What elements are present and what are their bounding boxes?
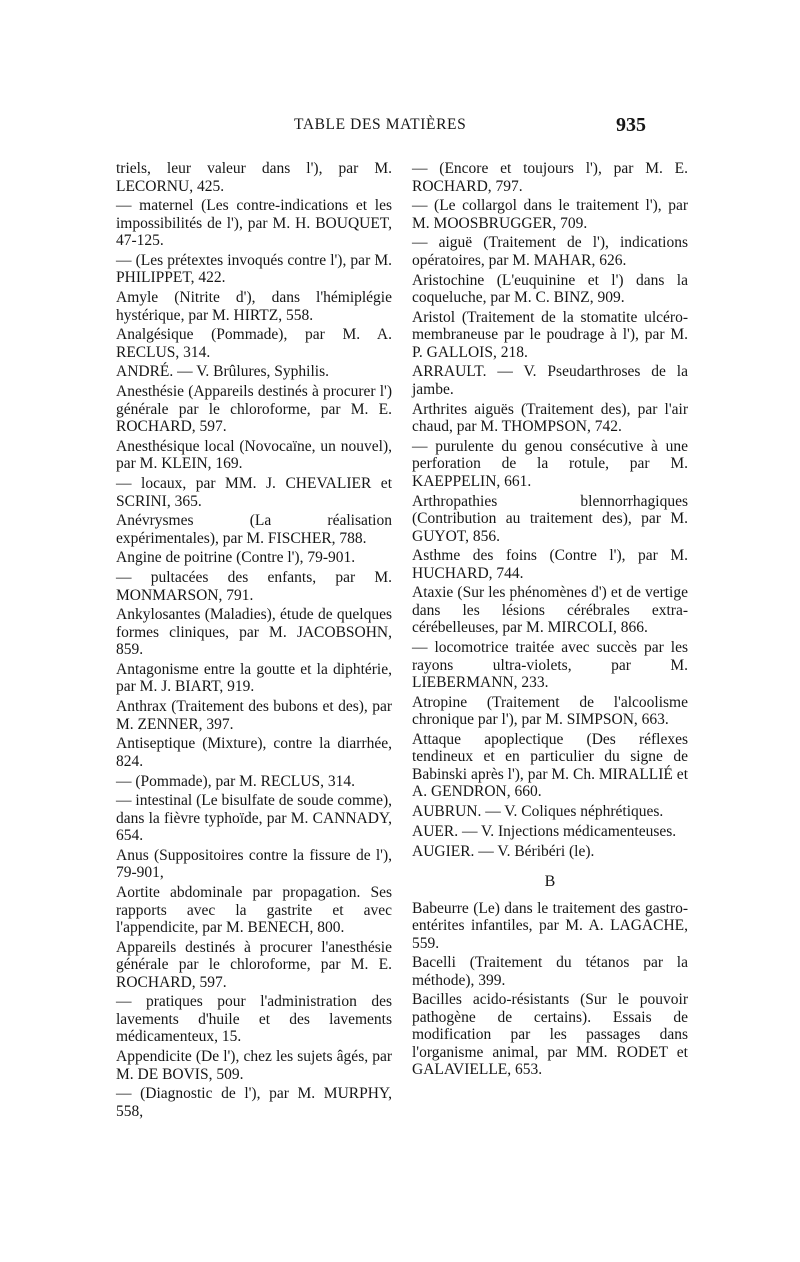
index-entry: — (Les prétextes invoqués contre l'), par M. PHILIPPET, 422. [116,251,392,287]
index-entry: Arthropathies blennorrhagiques (Contribution au traitement des), par M. GUYOT, 856. [412,492,688,545]
index-entry: Babeurre (Le) dans le traitement des gastro-entérites infantiles, par M. A. LAGACHE, 559. [412,899,688,952]
index-entry: — pratiques pour l'administration des lavements d'huile et des lavements médicamenteux, 15. [116,993,392,1046]
index-entry: triels, leur valeur dans l'), par M. LECORNU, 425. [116,160,392,195]
index-entry: Anus (Suppositoires contre la fissure de l'), 79-901, [116,846,392,882]
index-entry: — (Le collargol dans le traitement l'), par M. MOOSBRUGGER, 709. [412,197,688,232]
index-entry: — aiguë (Traitement de l'), indications opératoires, par M. MAHAR, 626. [412,234,688,269]
index-entry: Appareils destinés à procurer l'anesthésie générale par le chloroforme, par M. E. ROCHARD, 597. [116,938,392,991]
index-entry: — maternel (Les contre-indications et les impossibilités de l'), par M. H. BOUQUET, 47-125. [116,197,392,250]
index-entry: AUER. — V. Injections médicamenteuses. [412,822,677,840]
running-title: TABLE DES MATIÈRES [294,116,467,133]
page-number: 935 [616,114,646,136]
index-entry: Aortite abdominale par propagation. Ses rapports avec la gastrite et avec l'appendicite, par M. BENECH, 800. [116,884,392,937]
index-entry: ARRAULT. — V. Pseudarthroses de la jambe. [412,363,688,398]
index-entry: — (Pommade), par M. RECLUS, 314. [116,772,355,790]
index-entry: Asthme des foins (Contre l'), par M. HUCHARD, 744. [412,547,688,582]
index-entry: — locomotrice traitée avec succès par les rayons ultra-violets, par M. LIEBERMANN, 233. [412,639,688,692]
index-entry: ANDRÉ. — V. Brûlures, Syphilis. [116,363,330,381]
section-letter: B [544,873,556,890]
index-entry: AUGIER. — V. Béribéri (le). [412,842,595,860]
index-entry: Anthrax (Traitement des bubons et des), par M. ZENNER, 397. [116,698,392,733]
index-entry: AUBRUN. — V. Coliques néphrétiques. [412,803,664,821]
index-entry: Atropine (Traitement de l'alcoolisme chronique par l'), par M. SIMPSON, 663. [412,693,688,729]
index-entry: Anesthésie (Appareils destinés à procurer l') générale par le chloroforme, par M. E. ROCHARD, 597. [116,383,392,436]
index-entry: — purulente du genou consécutive à une perforation de la rotule, par M. KAEPPELIN, 661. [412,437,688,490]
index-entry: Arthrites aiguës (Traitement des), par l'air chaud, par M. THOMPSON, 742. [412,400,688,436]
index-entry: Appendicite (De l'), chez les sujets âgés, par M. DE BOVIS, 509. [116,1048,392,1083]
index-entry: — pultacées des enfants, par M. MONMARSON, 791. [116,569,392,604]
index-entry: Amyle (Nitrite d'), dans l'hémiplégie hystérique, par M. HIRTZ, 558. [116,289,392,324]
index-entry: — (Encore et toujours l'), par M. E. ROCHARD, 797. [412,160,688,195]
index-entry: Antagonisme entre la goutte et la diphtérie, par M. J. BIART, 919. [116,660,392,696]
right-column [412,160,688,1081]
index-entry: Anévrysmes (La réalisation expérimentales), par M. FISCHER, 788. [116,512,392,547]
page-header [0,116,800,138]
index-entry: Analgésique (Pommade), par M. A. RECLUS, 314. [116,326,392,361]
index-entry: Antiseptique (Mixture), contre la diarrhée, 824. [116,735,392,770]
index-entry: Anesthésique local (Novocaïne, un nouvel), par M. KLEIN, 169. [116,437,392,473]
index-entry: Angine de poitrine (Contre l'), 79-901. [116,549,356,567]
index-entry: Attaque apoplectique (Des réflexes tendineux et en particulier du signe de Babinski après l'), par M. Ch. MIRALLIÉ et A. GENDRON, 660. [412,730,688,801]
index-entry: Ataxie (Sur les phénomènes d') et de vertige dans les lésions cérébrales extra-cérébelleuses, par M. MIRCOLI, 866. [412,584,688,637]
index-entry: Bacelli (Traitement du tétanos par la méthode), 399. [412,954,688,989]
index-entry: Bacilles acido-résistants (Sur le pouvoir pathogène de certains). Essais de modification par les passages dans l'organisme animal, par MM. RODET et GALAVIELLE, 653. [412,991,688,1079]
index-entry: — locaux, par MM. J. CHEVALIER et SCRINI, 365. [116,475,392,510]
index-entry: — intestinal (Le bisulfate de soude comme), dans la fièvre typhoïde, par M. CANNADY, 654. [116,792,392,845]
index-entry: Aristol (Traitement de la stomatite ulcéro-membraneuse par le poudrage à l'), par M. P. GALLOIS, 218. [412,308,688,361]
index-entry: Ankylosantes (Maladies), étude de quelques formes cliniques, par M. JACOBSOHN, 859. [116,606,392,659]
index-entry: — (Diagnostic de l'), par M. MURPHY, 558, [116,1085,392,1120]
index-entry: Aristochine (L'euquinine et l') dans la coqueluche, par M. C. BINZ, 909. [412,271,688,307]
left-column [116,160,392,1123]
